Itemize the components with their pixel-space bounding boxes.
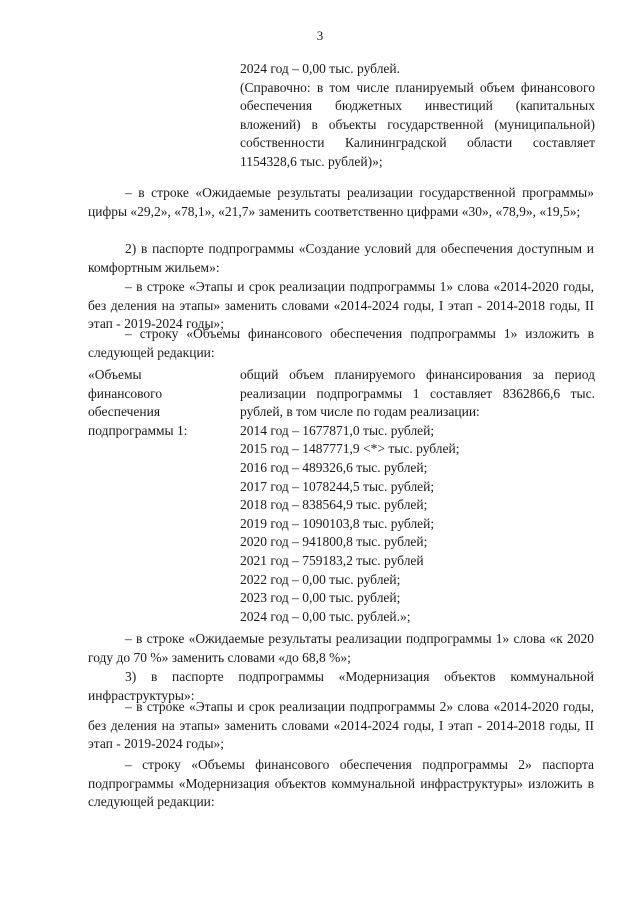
funding-year-2015: 2015 год – 1487771,9 <*> тыс. рублей; [240, 441, 460, 457]
paragraph-stages-subprogram-1: – в строке «Этапы и срок реализации подпрограммы 1» слова «2014-2020 годы, без деления на этапы» заменить словами «2014-2024 годы, I этап - 2014-2018 годы, II этап - 2019-2024 годы»; [88, 279, 594, 332]
page-number: 3 [316, 28, 324, 43]
label-line: финансового [88, 385, 163, 401]
paragraph-expected-results-subprogram-1: – в строке «Ожидаемые результаты реализации подпрограммы 1» слова «к 2020 году до 70 %» заменить словами «до 68,8 %»; [88, 631, 594, 665]
funding-year-2019: 2019 год – 1090103,8 тыс. рублей; [240, 515, 435, 531]
funding-year-2023: 2023 год – 0,00 тыс. рублей; [240, 590, 401, 606]
funding-year-2018: 2018 год – 838564,9 тыс. рублей; [240, 497, 428, 513]
paragraph-funding-subprogram-1: – строку «Объемы финансового обеспечения подпрограммы 1» изложить в следующей редакции: [88, 326, 594, 360]
funding-year-2016: 2016 год – 489326,6 тыс. рублей; [240, 459, 428, 475]
funding-year-2022: 2022 год – 0,00 тыс. рублей; [240, 571, 401, 587]
funding-intro: общий объем планируемого финансирования за период реализации подпрограммы 1 составляет 8362866,6 тыс. рублей, в том числе по годам реализации: [240, 367, 595, 420]
label-line: обеспечения [88, 404, 161, 420]
continuation-block [240, 60, 595, 172]
funding-table-label [88, 366, 228, 440]
label-line: «Объемы [88, 367, 142, 382]
paragraph-expected-results: – в строке «Ожидаемые результаты реализации государственной программы» цифры «29,2», «78,1», «21,7» заменить соответственно цифрами «30», «78,9», «19,5»; [88, 185, 594, 219]
paragraph-stages-subprogram-2: – в строке «Этапы и срок реализации подпрограммы 2» слова «2014-2020 годы, без деления на этапы» заменить словами «2014-2024 годы, I этап - 2014-2018 годы, II этап - 2019-2024 годы»; [88, 699, 594, 752]
label-line: подпрограммы 1: [88, 422, 188, 438]
funding-year-2017: 2017 год – 1078244,5 тыс. рублей; [240, 478, 435, 494]
paragraph-funding-subprogram-2: – строку «Объемы финансового обеспечения подпрограммы 2» паспорта подпрограммы «Модернизация объектов коммунальной инфраструктуры» изложить в следующей редакции: [88, 757, 594, 810]
paragraph-subprogram-utilities: 3) в паспорте подпрограммы «Модернизация объектов коммунальной инфраструктуры»: [88, 669, 594, 703]
year-2024-line: 2024 год – 0,00 тыс. рублей. [240, 61, 401, 76]
reference-note: (Справочно: в том числе планируемый объем финансового обеспечения бюджетных инвестиций (капитальных вложений) в объекты государственной (муниципальной) собственности Калининградской области составляет 1154328,6 тыс. рублей)»; [240, 79, 595, 169]
paragraph-subprogram-housing: 2) в паспорте подпрограммы «Создание условий для обеспечения доступным и комфортным жильем»: [88, 241, 594, 275]
funding-year-2024: 2024 год – 0,00 тыс. рублей.»; [240, 608, 411, 624]
funding-year-2021: 2021 год – 759183,2 тыс. рублей [240, 552, 424, 568]
funding-year-2014: 2014 год – 1677871,0 тыс. рублей; [240, 422, 435, 438]
funding-table-content [240, 366, 595, 626]
funding-year-2020: 2020 год – 941800,8 тыс. рублей; [240, 534, 428, 550]
